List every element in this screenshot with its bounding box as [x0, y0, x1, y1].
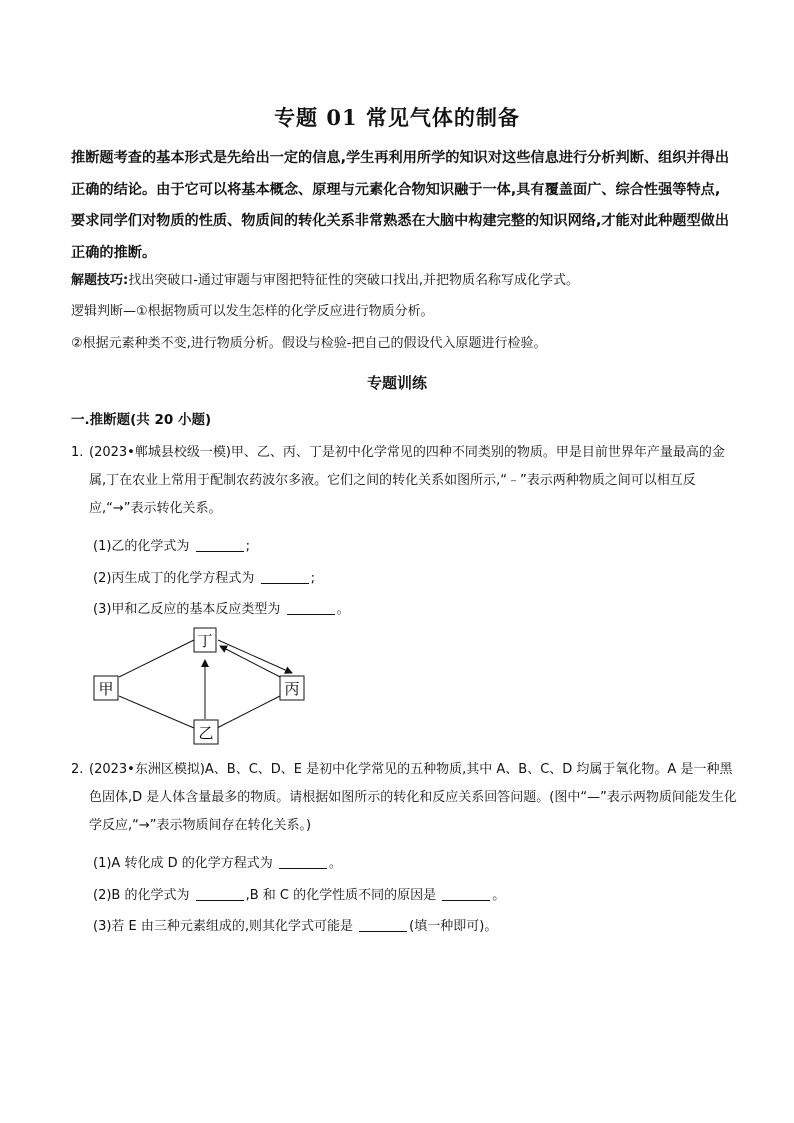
question-number: 2. — [71, 762, 84, 777]
sub-end: ; — [245, 539, 250, 554]
q2-sub-3 — [93, 917, 497, 937]
line-jia-yi — [119, 696, 194, 728]
sub-prompt: (3)甲和乙反应的基本反应类型为 — [93, 602, 281, 617]
answer-blank[interactable] — [196, 537, 244, 552]
q2-sub-2 — [93, 886, 505, 906]
line-jia-ding — [119, 640, 194, 677]
sub-end: (填一种即可)。 — [409, 919, 498, 934]
q1-sub-1 — [93, 537, 250, 557]
q1-sub-3 — [93, 600, 350, 620]
question-number: 1. — [71, 445, 84, 460]
node-bing-label: 丙 — [284, 680, 300, 698]
logic-line: 逻辑判断—①根据物质可以发生怎样的化学反应进行物质分析。 — [71, 304, 434, 319]
answer-blank[interactable] — [287, 600, 335, 615]
node-jia-label: 甲 — [98, 680, 114, 698]
page-title: 专题 01 常见气体的制备 — [274, 105, 520, 130]
intro-paragraph: 推断题考查的基本形式是先给出一定的信息,学生再利用所学的知识对这些信息进行分析判断、组织并得出正确的结论。由于它可以将基本概念、原理与元素化合物知识融于一体,具有覆盖面广、综合性强等特点,要求同学们对物质的性质、物质间的转化关系非常熟悉在大脑中构建完整的知识网络,才能对此种题型做出正确的推断。 — [71, 150, 730, 261]
node-ding — [194, 628, 216, 652]
tips-line — [71, 271, 579, 291]
question-stem: (2023•东洲区模拟)A、B、C、D、E 是初中化学常见的五种物质,其中 A、B、C、D 均属于氧化物。A 是一种黑色固体,D 是人体含量最多的物质。请根据如图所示的转化和反应关系回答问题。(图中“—”表示两物质间能发生化学反应,“→”表示物质间存在转化关系。) — [89, 762, 737, 833]
line-yi-bing — [217, 696, 280, 728]
q1-relation-diagram — [80, 620, 320, 750]
sub-mid: ,B 和 C 的化学性质不同的原因是 — [245, 888, 437, 903]
sub-end: 。 — [328, 856, 342, 871]
answer-blank[interactable] — [279, 854, 327, 869]
question-stem: (2023•郸城县校级一模)甲、乙、丙、丁是初中化学常见的四种不同类别的物质。甲是目前世界年产量最高的金属,丁在农业上常用于配制农药波尔多液。它们之间的转化关系如图所示,“﹣”表示两种物质之间可以相互反应,“→”表示转化关系。 — [89, 445, 725, 516]
node-yi-label: 乙 — [198, 724, 214, 742]
node-bing — [280, 676, 304, 700]
tips-label: 解题技巧: — [71, 273, 129, 288]
sub-end: ; — [310, 571, 315, 586]
sub-prompt: (1)乙的化学式为 — [93, 539, 190, 554]
answer-blank[interactable] — [196, 886, 244, 901]
sub-end: 。 — [492, 888, 506, 903]
element-line: ②根据元素种类不变,进行物质分析。假设与检验-把自己的假设代入原题进行检验。 — [71, 336, 547, 351]
answer-blank[interactable] — [359, 917, 407, 932]
q1-sub-2 — [93, 569, 315, 589]
sub-end: 。 — [336, 602, 350, 617]
sub-prompt: (3)若 E 由三种元素组成的,则其化学式可能是 — [93, 919, 354, 934]
question-1 — [71, 439, 739, 523]
tips-text: 找出突破口-通过审题与审图把特征性的突破口找出,并把物质名称写成化学式。 — [128, 273, 580, 288]
section-title: 专题训练 — [366, 374, 427, 392]
arrow-ding-to-bing — [218, 640, 292, 673]
node-jia — [94, 676, 118, 700]
question-2 — [71, 756, 739, 840]
part-title: 一.推断题(共 20 小题) — [71, 412, 212, 428]
answer-blank[interactable] — [261, 569, 309, 584]
q2-sub-1 — [93, 854, 342, 874]
node-ding-label: 丁 — [197, 632, 213, 650]
answer-blank[interactable] — [442, 886, 490, 901]
node-yi — [194, 720, 218, 744]
arrow-bing-to-ding — [220, 646, 286, 680]
sub-prompt: (1)A 转化成 D 的化学方程式为 — [93, 856, 273, 871]
sub-prompt: (2)B 的化学式为 — [93, 888, 190, 903]
sub-prompt: (2)丙生成丁的化学方程式为 — [93, 571, 255, 586]
